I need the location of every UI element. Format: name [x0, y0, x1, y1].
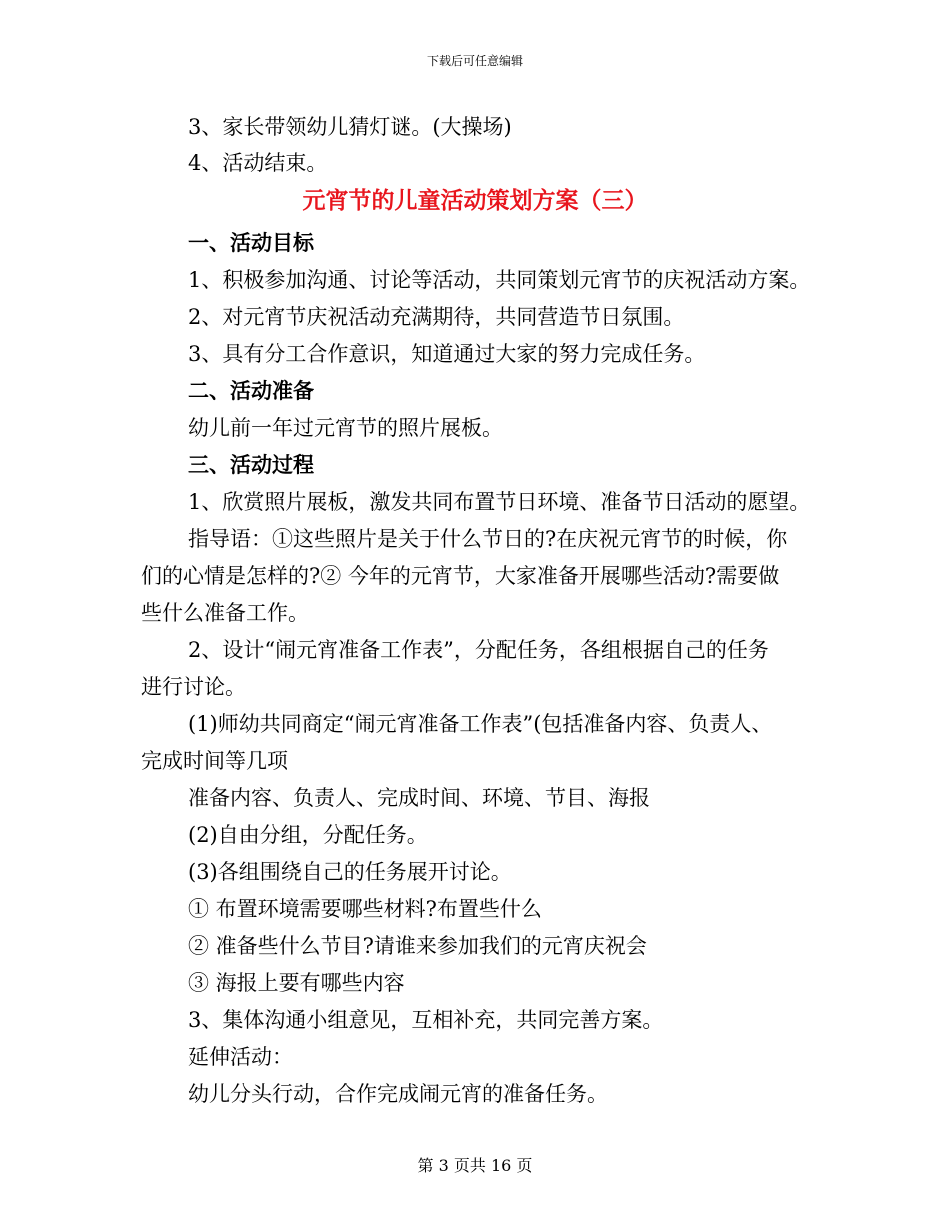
body-line: 4、活动结束。 — [188, 151, 328, 175]
section-heading: 二、活动准备 — [188, 378, 314, 403]
body-line: 完成时间等几项 — [141, 749, 288, 773]
body-line: (2)自由分组，分配任务。 — [188, 823, 428, 847]
page-footer: 第 3 页共 16 页 — [417, 1156, 533, 1175]
body-line: 1、积极参加沟通、讨论等活动，共同策划元宵节的庆祝活动方案。 — [188, 268, 811, 292]
body-line: 延伸活动： — [188, 1045, 293, 1069]
body-line: ① 布置环境需要哪些材料?布置些什么 — [188, 897, 542, 921]
body-line: ② 准备些什么节目?请谁来参加我们的元宵庆祝会 — [188, 934, 647, 958]
section-heading: 三、活动过程 — [188, 452, 314, 477]
body-line: 些什么准备工作。 — [141, 601, 309, 625]
body-line: 1、欣赏照片展板，激发共同布置节日环境、准备节日活动的愿望。 — [188, 490, 811, 514]
body-line: 准备内容、负责人、完成时间、环境、节目、海报 — [188, 786, 650, 810]
body-line: 进行讨论。 — [141, 675, 246, 699]
body-line: 3、集体沟通小组意见，互相补充，共同完善方案。 — [188, 1008, 664, 1032]
body-line: 指导语：①这些照片是关于什么节日的?在庆祝元宵节的时候，你 — [188, 527, 788, 551]
body-line: 幼儿前一年过元宵节的照片展板。 — [188, 416, 503, 440]
body-line: 2、设计“闹元宵准备工作表”，分配任务，各组根据自己的任务 — [188, 638, 769, 662]
body-line: (3)各组围绕自己的任务展开讨论。 — [188, 860, 512, 884]
section-title: 元宵节的儿童活动策划方案（三） — [302, 187, 648, 214]
body-line: (1)师幼共同商定“闹元宵准备工作表”(包括准备内容、负责人、 — [188, 712, 773, 736]
body-line: 幼儿分头行动，合作完成闹元宵的准备任务。 — [188, 1082, 608, 1106]
body-line: 3、具有分工合作意识，知道通过大家的努力完成任务。 — [188, 342, 706, 366]
page-header: 下载后可任意编辑 — [426, 54, 523, 68]
body-line: ③ 海报上要有哪些内容 — [188, 971, 405, 995]
body-line: 2、对元宵节庆祝活动充满期待，共同营造节日氛围。 — [188, 305, 685, 329]
body-line: 们的心情是怎样的?② 今年的元宵节，大家准备开展哪些活动?需要做 — [141, 564, 780, 588]
section-heading: 一、活动目标 — [188, 230, 314, 255]
body-line: 3、家长带领幼儿猜灯谜。(大操场) — [188, 115, 512, 139]
